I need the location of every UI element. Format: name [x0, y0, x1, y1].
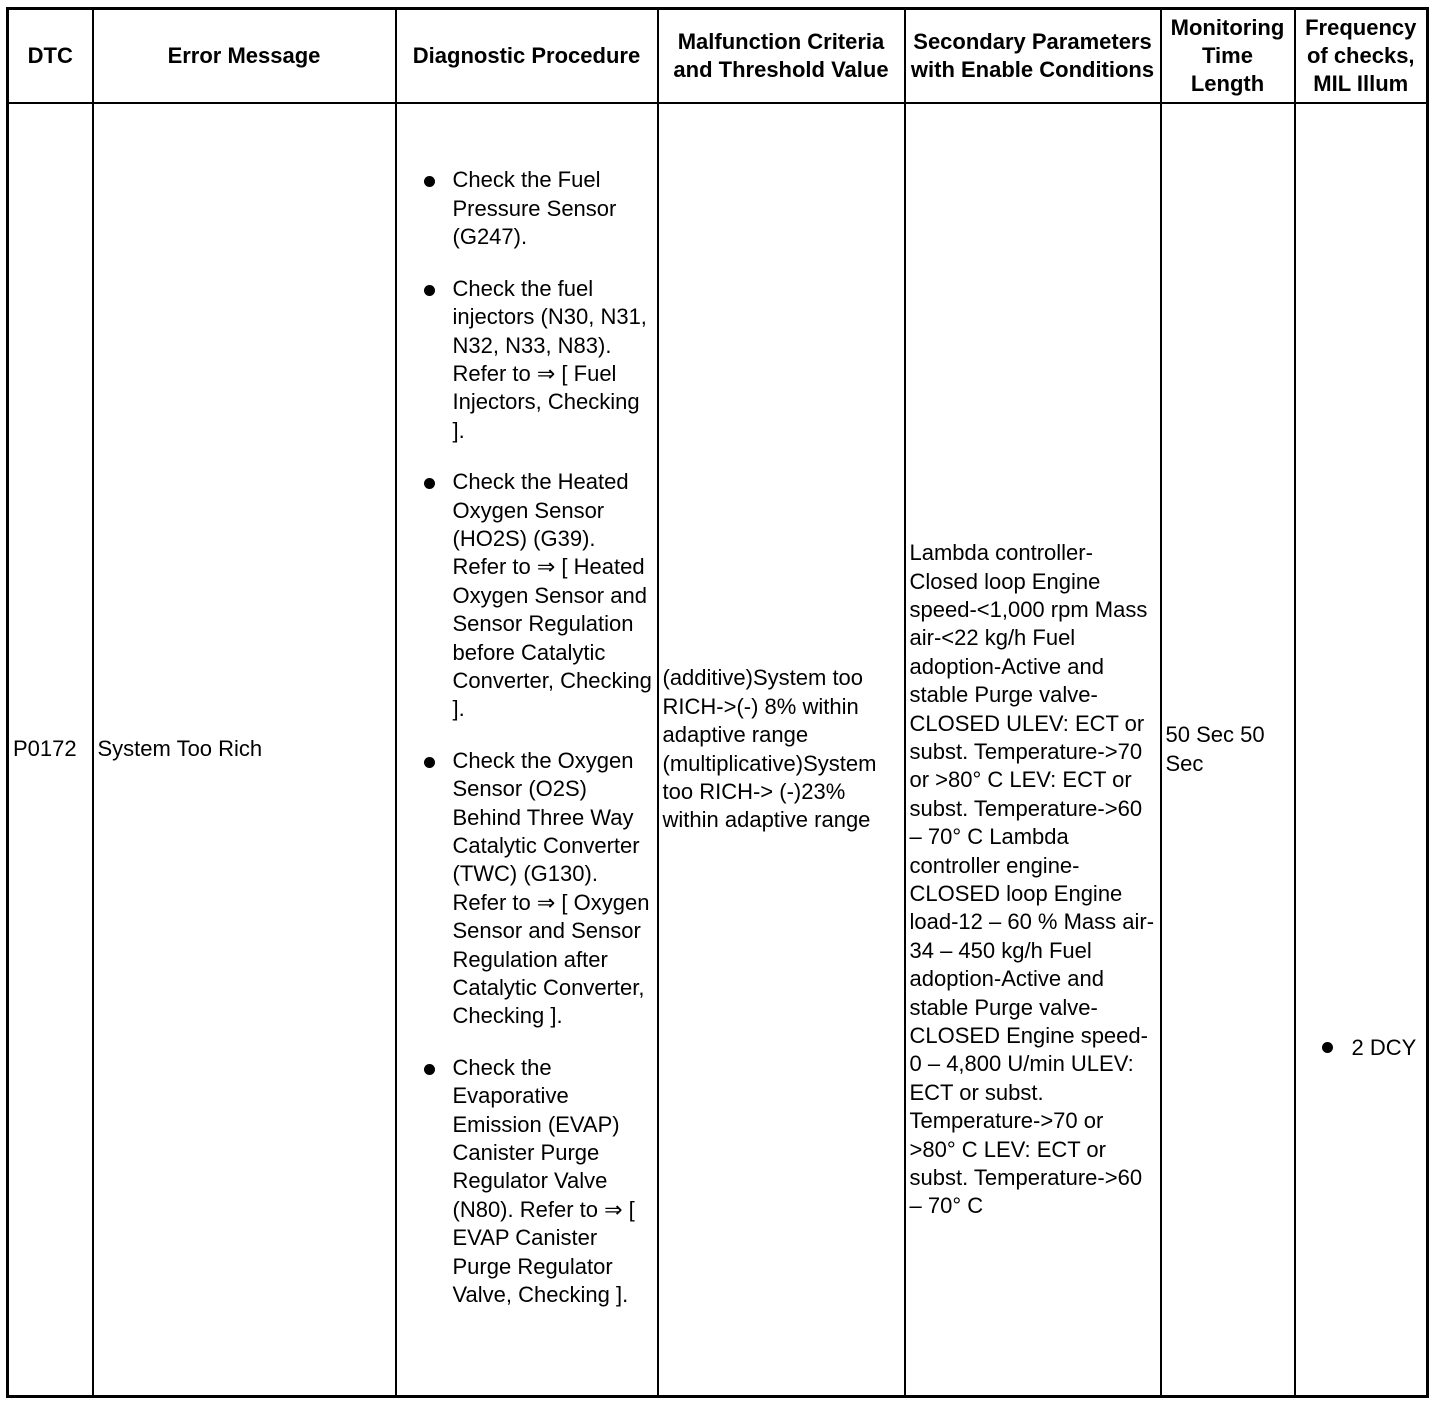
list-item: Check the Evaporative Emission (EVAP) Canister Purge Regulator Valve (N80). Refer to ⇒ [ EVAP Canister Purge Regulator Valve, Checking ]. — [453, 1054, 653, 1310]
header-dtc: DTC — [8, 9, 93, 104]
list-item: Check the Fuel Pressure Sensor (G247). — [453, 166, 653, 251]
header-diagnostic-procedure: Diagnostic Procedure — [396, 9, 658, 104]
bullet-icon — [1322, 1042, 1333, 1053]
cell-diagnostic-procedure — [396, 103, 658, 1397]
header-secondary-parameters: Secondary Parameters with Enable Conditions — [905, 9, 1161, 104]
list-item: Check the Oxygen Sensor (O2S) Behind Three Way Catalytic Converter (TWC) (G130). Refer to ⇒ [ Oxygen Sensor and Sensor Regulation after Catalytic Converter, Checking ]. — [453, 747, 653, 1031]
list-item: Check the Heated Oxygen Sensor (HO2S) (G39). Refer to ⇒ [ Heated Oxygen Sensor and Sensor Regulation before Catalytic Converter, Checking ]. — [453, 468, 653, 724]
table-row — [8, 103, 1428, 1397]
header-row — [8, 9, 1428, 104]
secondary-parameters-text: Lambda controller-Closed loop Engine speed-<1,000 rpm Mass air-<22 kg/h Fuel adoption-Active and stable Purge valve-CLOSED ULEV: ECT or subst. Temperature->70 or >80° C LEV: ECT or subst. Temperature->60 – 70° C Lambda controller engine-CLOSED loop Engine load-12 – 60 % Mass air-34 – 450 kg/h Fuel adoption-Active and stable Purge valve-CLOSED Engine speed-0 – 4,800 U/min ULEV: ECT or subst. Temperature->70 or >80° C LEV: ECT or subst. Temperature->60 – 70° C — [909, 540, 1155, 1219]
cell-monitoring-time: 50 Sec 50 Sec — [1161, 103, 1295, 1397]
header-frequency: Frequency of checks, MIL Illum — [1295, 9, 1428, 104]
cell-dtc: P0172 — [8, 103, 93, 1397]
header-monitoring-time: Monitoring Time Length — [1161, 9, 1295, 104]
cell-error-message: System Too Rich — [93, 103, 396, 1397]
cell-malfunction-criteria: (additive)System too RICH->(-) 8% within adaptive range (multiplicative)System too RICH-> (-)23% within adaptive range — [658, 103, 905, 1397]
cell-secondary-parameters — [905, 103, 1161, 1397]
dtc-table — [6, 7, 1429, 1398]
procedure-list — [401, 166, 653, 1309]
list-item: Check the fuel injectors (N30, N31, N32, N33, N83). Refer to ⇒ [ Fuel Injectors, Checking ]. — [453, 275, 653, 445]
header-malfunction-criteria: Malfunction Criteria and Threshold Value — [658, 9, 905, 104]
frequency-item — [1300, 1034, 1423, 1062]
frequency-text: 2 DCY — [1351, 1034, 1417, 1060]
cell-frequency — [1295, 103, 1428, 1397]
header-error-message: Error Message — [93, 9, 396, 104]
